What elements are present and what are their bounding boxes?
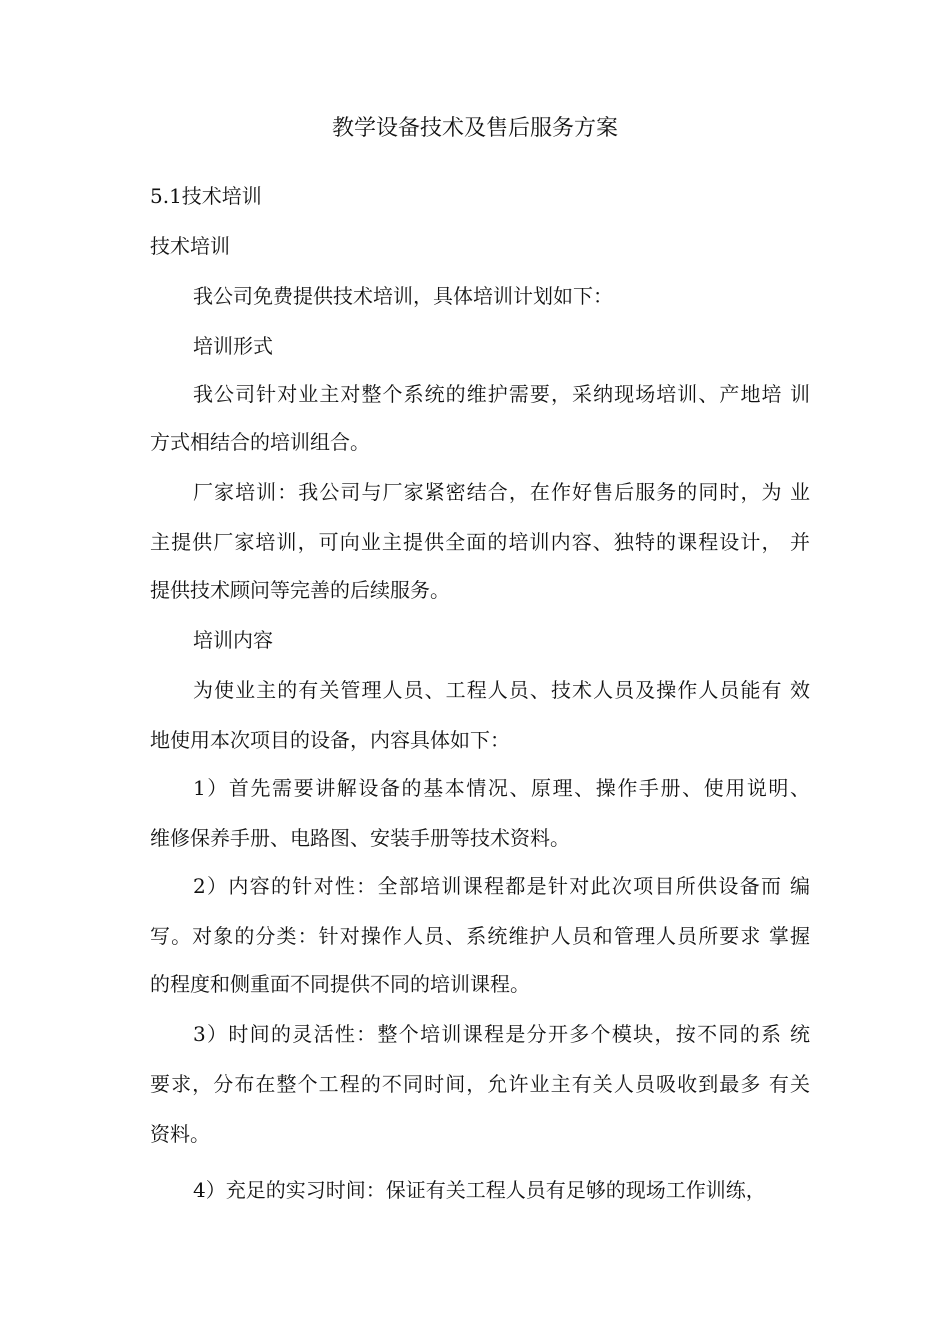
paragraph-line: 提供技术顾问等完善的后续服务。 [150,578,450,602]
page-title: 教学设备技术及售后服务方案 [331,116,618,141]
section-heading: 5.1技术培训 [150,184,262,208]
list-item-1-line: 1）首先需要讲解设备的基本情况、原理、操作手册、使用说明、 [193,776,810,800]
paragraph-line: 为使业主的有关管理人员、工程人员、技术人员及操作人员能有 效 [193,678,810,702]
list-item-1-line: 维修保养手册、电路图、安装手册等技术资料。 [150,826,570,850]
paragraph-line: 地使用本次项目的设备，内容具体如下： [150,728,510,752]
heading-training-form: 培训形式 [193,334,273,358]
list-item-4-line: 4）充足的实习时间：保证有关工程人员有足够的现场工作训练， [193,1178,766,1202]
list-item-2-line: 写。对象的分类：针对操作人员、系统维护人员和管理人员所要求 掌握 [150,924,810,948]
heading-training-content: 培训内容 [193,628,273,652]
paragraph-line: 厂家培训：我公司与厂家紧密结合，在作好售后服务的同时，为 业 [193,480,810,504]
paragraph-line: 我公司针对业主对整个系统的维护需要，采纳现场培训、产地培 训 [193,382,810,406]
list-item-3-line: 3）时间的灵活性：整个培训课程是分开多个模块，按不同的系 统 [193,1022,810,1046]
paragraph-line: 方式相结合的培训组合。 [150,430,370,454]
list-item-2-line: 的程度和侧重面不同提供不同的培训课程。 [150,972,530,996]
paragraph-intro: 我公司免费提供技术培训，具体培训计划如下： [193,284,613,308]
list-item-3-line: 资料。 [150,1122,210,1146]
subheading: 技术培训 [150,234,230,258]
paragraph-line: 主提供厂家培训，可向业主提供全面的培训内容、独特的课程设计， 并 [150,530,810,554]
list-item-2-line: 2）内容的针对性：全部培训课程都是针对此次项目所供设备而 编 [193,874,810,898]
list-item-3-line: 要求，分布在整个工程的不同时间，允许业主有关人员吸收到最多 有关 [150,1072,810,1096]
